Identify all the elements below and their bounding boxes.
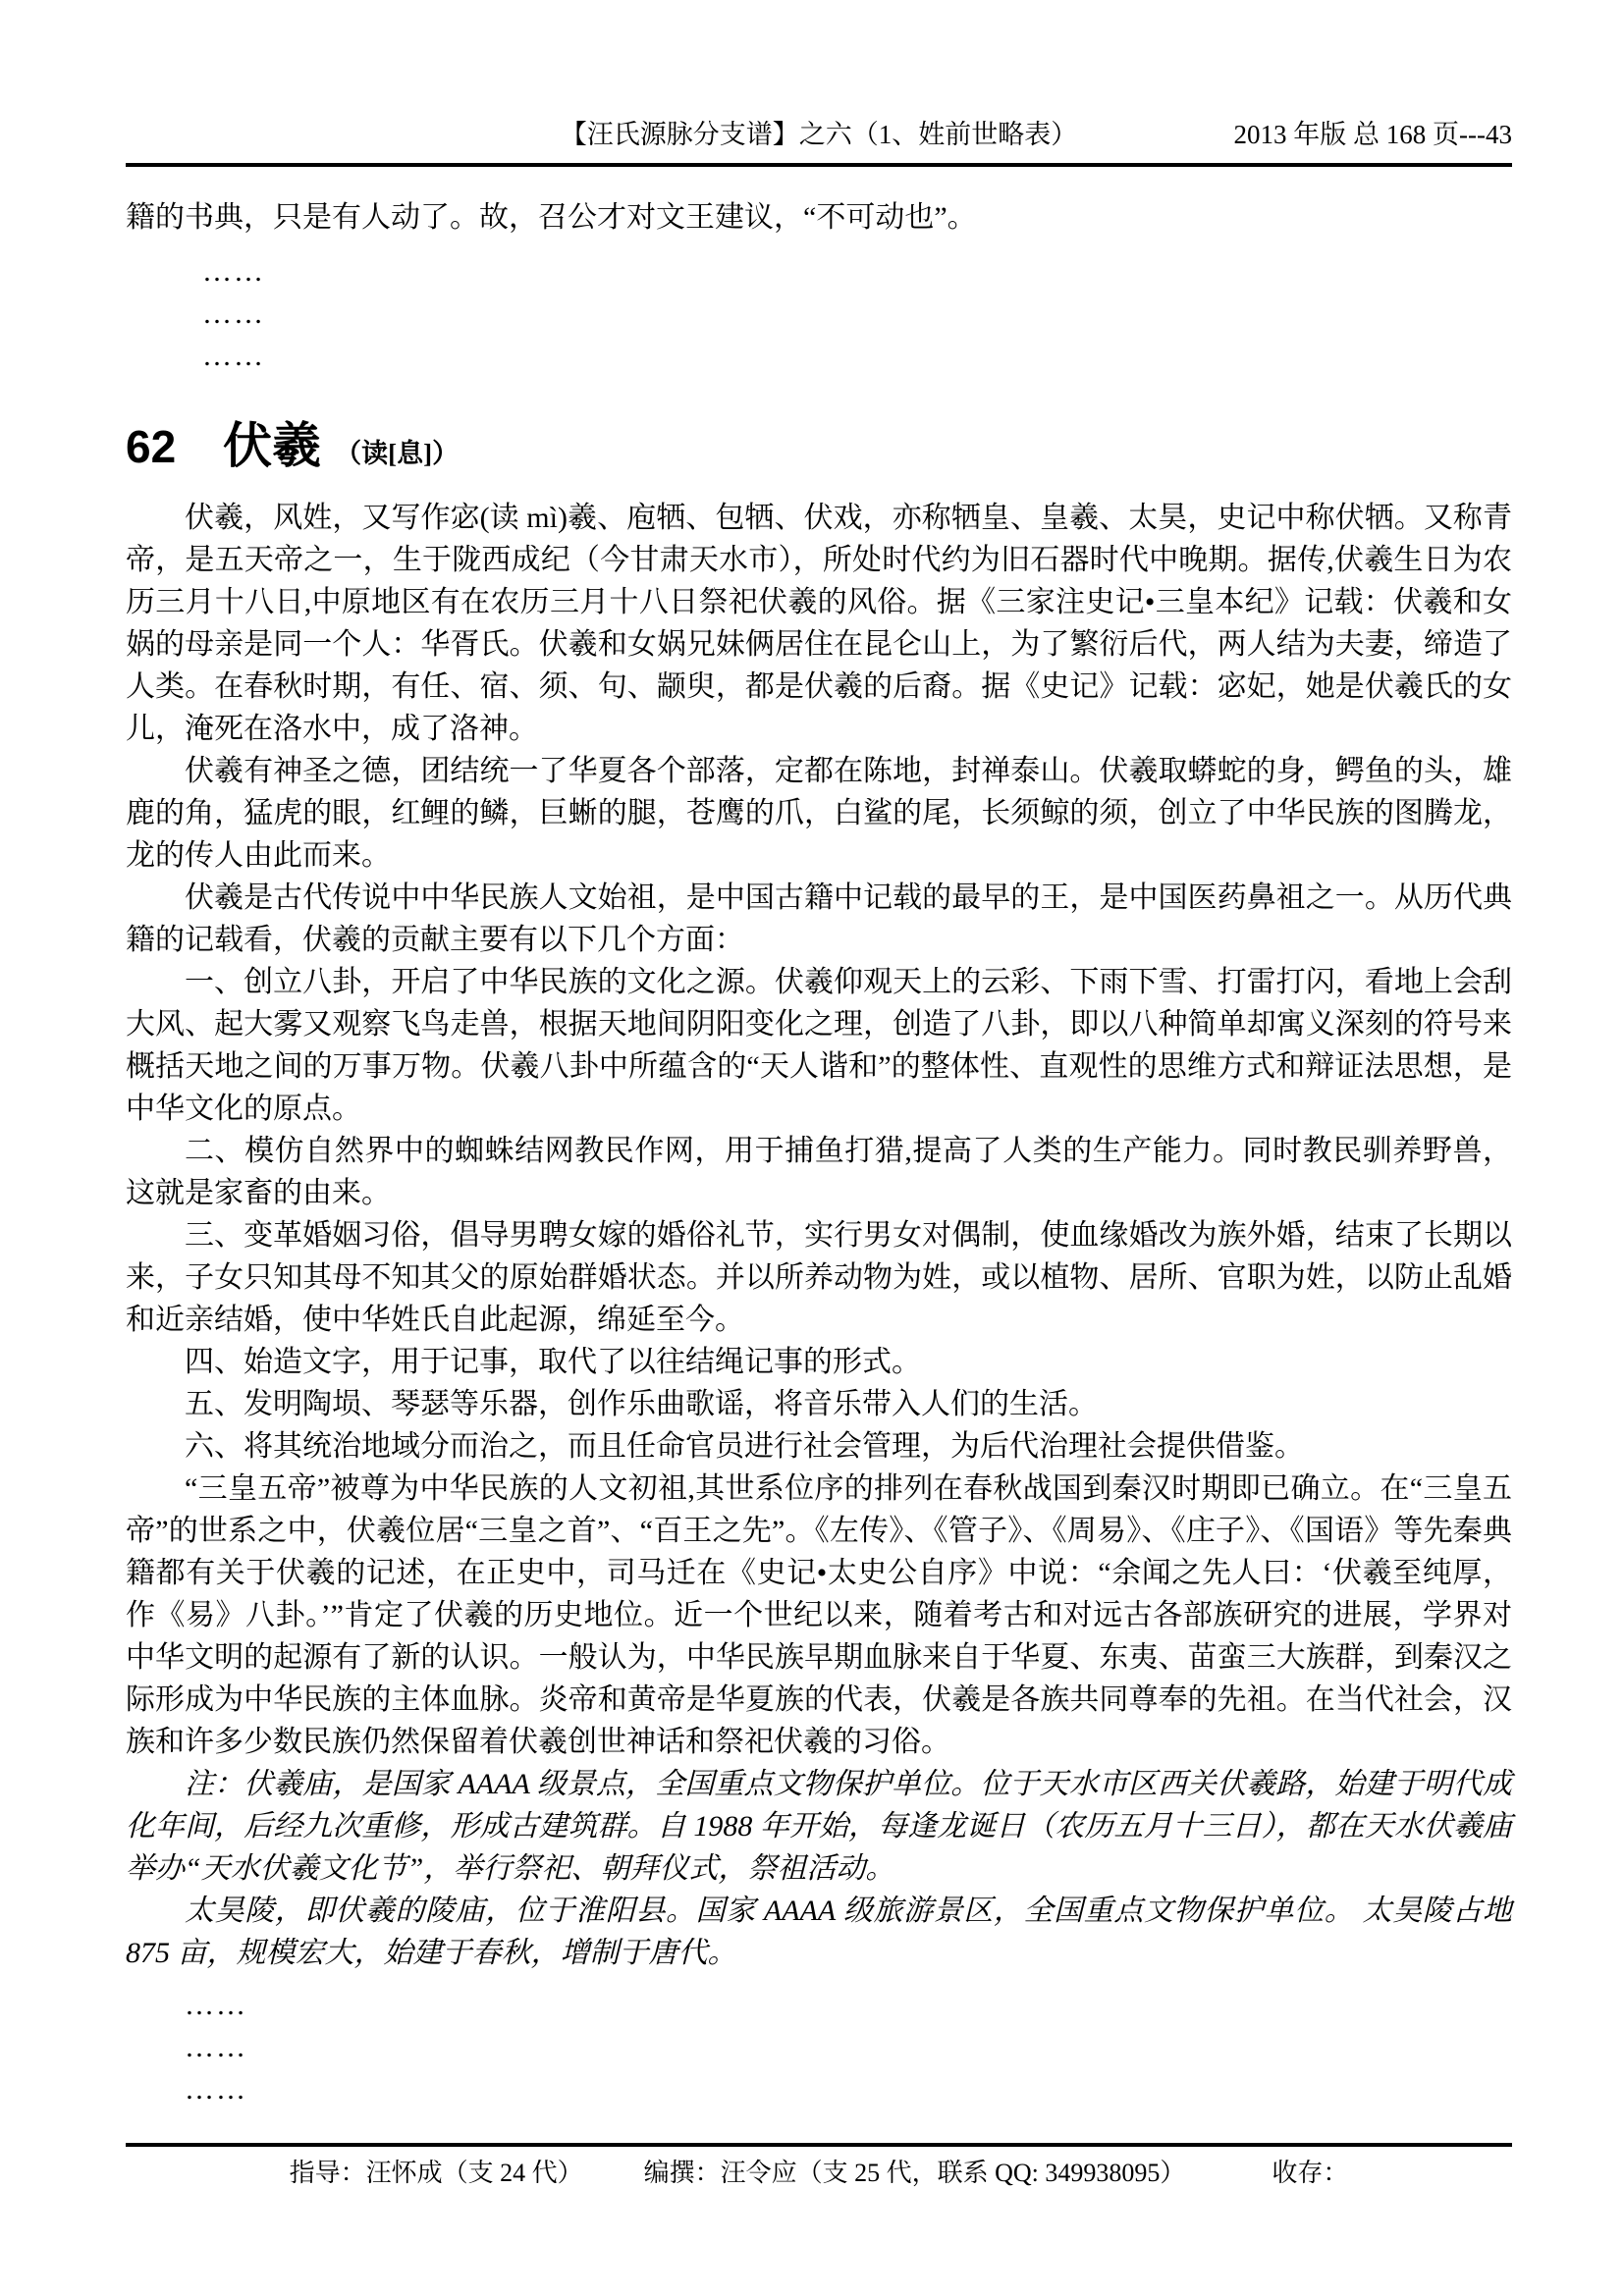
page-number-info: 2013 年版 总 168 页---43 <box>1233 120 1512 149</box>
note-paragraph: 太昊陵，即伏羲的陵庙，位于淮阳县。国家 AAAA 级旅游景区，全国重点文物保护单位。 太昊陵占地 875 亩，规模宏大，始建于春秋，增制于唐代。 <box>126 1895 1512 1969</box>
paragraph: 六、将其统治地域分而治之，而且任命官员进行社会管理，为后代治理社会提供借鉴。 <box>185 1430 1304 1463</box>
section-number: 62 <box>126 421 177 472</box>
carryover-text: 籍的书典，只是有人动了。故，召公才对文王建议，“不可动也”。 <box>126 201 977 234</box>
paragraph: 伏羲是古代传说中中华民族人文始祖，是中国古籍中记载的最早的王，是中国医药鼻祖之一。从历代典籍的记载看，伏羲的贡献主要有以下几个方面： <box>126 881 1512 956</box>
footer-advisor: 指导：汪怀成（支 24 代） <box>289 2159 583 2187</box>
paragraph: 三、变革婚姻习俗，倡导男聘女嫁的婚俗礼节，实行男女对偶制，使血缘婚改为族外婚，结束了长期以来，子女只知其母不知其父的原始群婚状态。并以所养动物为姓，或以植物、居所、官职为姓，以防止乱婚和近亲结婚，使中华姓氏自此起源，绵延至今。 <box>126 1219 1512 1336</box>
paragraph: 二、模仿自然界中的蜘蛛结网教民作网，用于捕鱼打猎,提高了人类的生产能力。同时教民驯养野兽，这就是家畜的由来。 <box>126 1135 1512 1209</box>
paragraph: 伏羲有神圣之德，团结统一了华夏各个部落，定都在陈地，封禅泰山。伏羲取蟒蛇的身，鳄鱼的头，雄鹿的角，猛虎的眼，红鲤的鳞，巨蜥的腿，苍鹰的爪，白鲨的尾，长须鲸的须，创立了中华民族的图腾龙，龙的传人由此而来。 <box>126 755 1512 872</box>
section-heading <box>126 406 1512 477</box>
paragraph: 五、发明陶埙、琴瑟等乐器，创作乐曲歌谣，将音乐带入人们的生活。 <box>185 1388 1098 1420</box>
section-pronunciation: （读[息]） <box>335 439 460 468</box>
paragraph: 四、始造文字，用于记事，取代了以往结绳记事的形式。 <box>185 1346 921 1378</box>
body-text <box>126 497 1512 2110</box>
ellipsis-line: …… <box>202 340 265 372</box>
page-header <box>126 116 1512 167</box>
ellipsis-line: …… <box>185 2031 247 2063</box>
ellipsis-line: …… <box>185 1989 247 2021</box>
ellipsis-line: …… <box>185 2073 247 2106</box>
page-footer <box>126 2143 1512 2190</box>
header-rule <box>126 163 1512 167</box>
header-title: 【汪氏源脉分支谱】之六（1、姓前世略表） <box>560 120 1078 149</box>
footer-rule <box>126 2143 1512 2147</box>
footer-keeper: 收存： <box>1272 2159 1349 2187</box>
footer-editor: 编撰：汪令应（支 25 代，联系 QQ: 349938095） <box>643 2159 1186 2187</box>
ellipsis-line: …… <box>202 255 265 288</box>
paragraph: “三皇五帝”被尊为中华民族的人文初祖,其世系位序的排列在春秋战国到秦汉时期即已确立。在“三皇五帝”的世系之中，伏羲位居“三皇之首”、“百王之先”。《左传》、《管子》、《周易》、《庄子》、《国语》等先秦典籍都有关于伏羲的记述，在正史中，司马迁在《史记•太史公自序》中说：“余闻之先人曰：‘伏羲至纯厚，作《易》八卦。’”肯定了伏羲的历史地位。近一个世纪以来，随着考古和对远古各部族研究的进展，学界对中华文明的起源有了新的认识。一般认为，中华民族早期血脉来自于华夏、东夷、苗蛮三大族群，到秦汉之际形成为中华民族的主体血脉。炎帝和黄帝是华夏族的代表，伏羲是各族共同尊奉的先祖。在当代社会，汉族和许多少数民族仍然保留着伏羲创世神话和祭祀伏羲的习俗。 <box>126 1472 1512 1758</box>
section-title: 伏羲 <box>223 418 322 473</box>
note-paragraph: 注：伏羲庙，是国家 AAAA 级景点，全国重点文物保护单位。位于天水市区西关伏羲路，始建于明代成化年间，后经九次重修，形成古建筑群。自 1988 年开始，每逢龙诞日（农历五月十三日），都在天水伏羲庙举办“天水伏羲文化节”，举行祭祀、朝拜仪式，祭祖活动。 <box>126 1768 1512 1885</box>
paragraph: 伏羲，风姓，又写作宓(读 mì)羲、庖牺、包牺、伏戏，亦称牺皇、皇羲、太昊，史记中称伏牺。又称青帝，是五天帝之一，生于陇西成纪（今甘肃天水市），所处时代约为旧石器时代中晚期。据传,伏羲生日为农历三月十八日,中原地区有在农历三月十八日祭祀伏羲的风俗。据《三家注史记•三皇本纪》记载：伏羲和女娲的母亲是同一个人：华胥氏。伏羲和女娲兄妹俩居住在昆仑山上，为了繁衍后代，两人结为夫妻，缔造了人类。在春秋时期，有任、宿、须、句、颛臾，都是伏羲的后裔。据《史记》记载：宓妃，她是伏羲氏的女儿，淹死在洛水中，成了洛神。 <box>126 502 1512 745</box>
paragraph: 一、创立八卦，开启了中华民族的文化之源。伏羲仰观天上的云彩、下雨下雪、打雷打闪，看地上会刮大风、起大雾又观察飞鸟走兽，根据天地间阴阳变化之理，创造了八卦，即以八种简单却寓义深刻的符号来概括天地之间的万事万物。伏羲八卦中所蕴含的“天人谐和”的整体性、直观性的思维方式和辩证法思想，是中华文化的原点。 <box>126 966 1512 1125</box>
ellipsis-line: …… <box>202 297 265 330</box>
